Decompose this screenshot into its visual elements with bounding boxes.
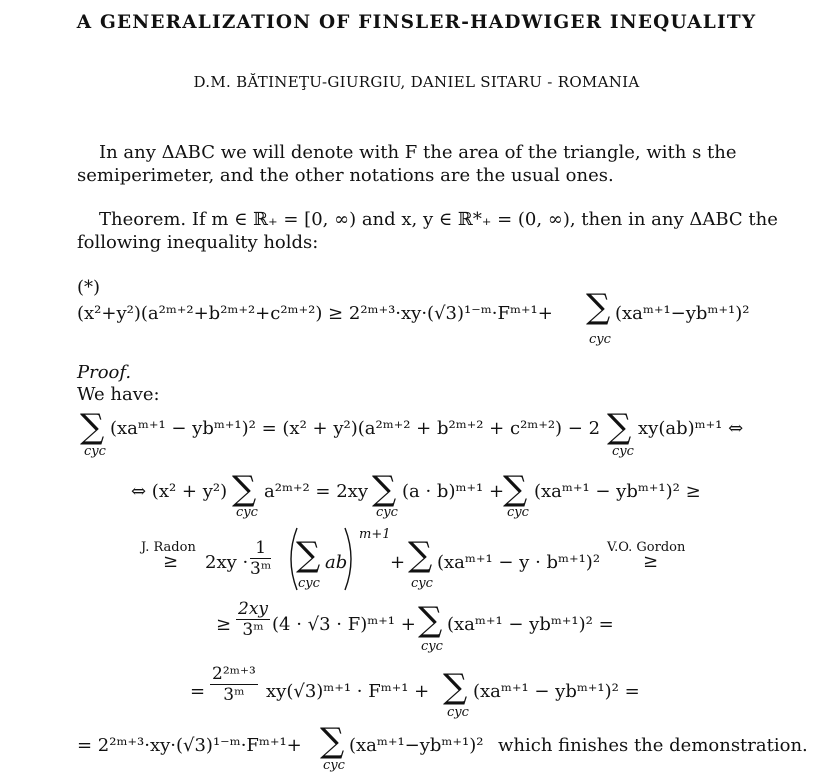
paper-authors: D.M. BĂTINEŢU-GIURGIU, DANIEL SITARU - ROMANIA [193, 73, 640, 91]
eq2-part-a: ⇔ (x² + y²) [131, 481, 228, 502]
cyc-eq5: cyc [447, 705, 469, 720]
main-inequality-left: (x²+y²)(a²ᵐ⁺²+b²ᵐ⁺²+c²ᵐ⁺²) ≥ 2²ᵐ⁺³·xy·(√3)¹⁻ᵐ·Fᵐ⁺¹+ [77, 303, 553, 324]
intro-line-1: In any ΔABC we will denote with F the area of the triangle, with s the [99, 142, 737, 163]
cyc-eq3a: cyc [298, 576, 320, 591]
eq5-frac-den: 3ᵐ [223, 685, 245, 705]
gordon-geq: ≥ [643, 551, 659, 572]
sum-symbol-eq1a: ∑ [80, 407, 105, 447]
eq1-right: xy(ab)ᵐ⁺¹ ⇔ [638, 418, 744, 439]
eq6-part-c: which finishes the demonstration. [498, 735, 808, 756]
sum-symbol-eq6: ∑ [320, 721, 345, 761]
cyc-eq2c: cyc [507, 505, 529, 520]
eq5-part-c: (xaᵐ⁺¹ − ybᵐ⁺¹)² = [473, 681, 640, 702]
eq5-frac-num: 2²ᵐ⁺³ [212, 664, 256, 684]
we-have: We have: [77, 384, 160, 405]
intro-line-2: semiperimeter, and the other notations are the usual ones. [77, 165, 614, 186]
eq3-frac-num: 1 [250, 538, 271, 559]
eq2-part-b: a²ᵐ⁺² = 2xy [264, 481, 369, 502]
radon-label: J. Radon [141, 540, 196, 555]
cyc-eq1b: cyc [612, 444, 634, 459]
eq4-part-b: (4 · √3 · F)ᵐ⁺¹ + [272, 614, 416, 635]
gordon-label: V.O. Gordon [607, 540, 686, 555]
main-inequality-right: (xaᵐ⁺¹−ybᵐ⁺¹)² [615, 303, 750, 324]
eq4-frac-den: 3ᵐ [242, 620, 264, 640]
eq3-part-c: (xaᵐ⁺¹ − y · bᵐ⁺¹)² [437, 552, 601, 573]
eq4-fraction [236, 599, 270, 640]
eq3-fraction [250, 538, 271, 579]
eq5-part-b: xy(√3)ᵐ⁺¹ · Fᵐ⁺¹ + [266, 681, 430, 702]
cyc-eq2a: cyc [236, 505, 258, 520]
eq3-part-a: 2xy · [205, 552, 249, 573]
eq6-part-a: = 2²ᵐ⁺³·xy·(√3)¹⁻ᵐ·Fᵐ⁺¹+ [77, 735, 302, 756]
eq4-frac-num: 2xy [238, 599, 269, 619]
theorem-line-2: following inequality holds: [77, 232, 319, 253]
eq5-fraction [210, 664, 258, 705]
paper-title: A GENERALIZATION OF FINSLER-HADWIGER INEQUALITY [76, 12, 757, 33]
sum-symbol-eq5: ∑ [443, 667, 468, 707]
radon-geq: ≥ [163, 551, 179, 572]
eq3-inner: ab [325, 552, 348, 573]
sum-symbol-eq1b: ∑ [607, 407, 632, 447]
sum-symbol-eq4: ∑ [418, 600, 443, 640]
sum-symbol-eq2b: ∑ [372, 469, 397, 509]
eq6-part-b: (xaᵐ⁺¹−ybᵐ⁺¹)² [349, 735, 484, 756]
theorem-line-1: Theorem. If m ∈ ℝ₊ = [0, ∞) and x, y ∈ ℝ*₊ = (0, ∞), then in any ΔABC the [99, 209, 778, 230]
sum-symbol-eq3a: ∑ [296, 535, 321, 575]
cyc-eq1a: cyc [84, 444, 106, 459]
cyc-eq2b: cyc [376, 505, 398, 520]
eq3-frac-den: 3ᵐ [250, 559, 272, 579]
eq1-left: (xaᵐ⁺¹ − ybᵐ⁺¹)² = (x² + y²)(a²ᵐ⁺² + b²ᵐ⁺² + c²ᵐ⁺²) − 2 [110, 418, 601, 439]
eq4-part-c: (xaᵐ⁺¹ − ybᵐ⁺¹)² = [447, 614, 614, 635]
cyc-main: cyc [589, 332, 611, 347]
eq2-part-d: (xaᵐ⁺¹ − ybᵐ⁺¹)² ≥ [534, 481, 701, 502]
eq2-part-c: (a · b)ᵐ⁺¹ + [402, 481, 505, 502]
sum-symbol-eq2a: ∑ [232, 469, 257, 509]
sum-symbol-eq2c: ∑ [503, 469, 528, 509]
right-paren-big [343, 526, 359, 592]
cyc-eq6: cyc [323, 758, 345, 773]
sum-symbol-eq3b: ∑ [408, 535, 433, 575]
cyc-eq3b: cyc [411, 576, 433, 591]
sum-symbol-main: ∑ [586, 287, 611, 327]
cyc-eq4: cyc [421, 639, 443, 654]
proof-label: Proof. [77, 362, 132, 383]
star-label: (*) [77, 277, 101, 298]
eq4-geq: ≥ [216, 614, 232, 635]
eq5-eq: = [190, 681, 206, 702]
eq3-exponent: m+1 [359, 527, 391, 542]
eq3-plus: + [390, 552, 406, 573]
